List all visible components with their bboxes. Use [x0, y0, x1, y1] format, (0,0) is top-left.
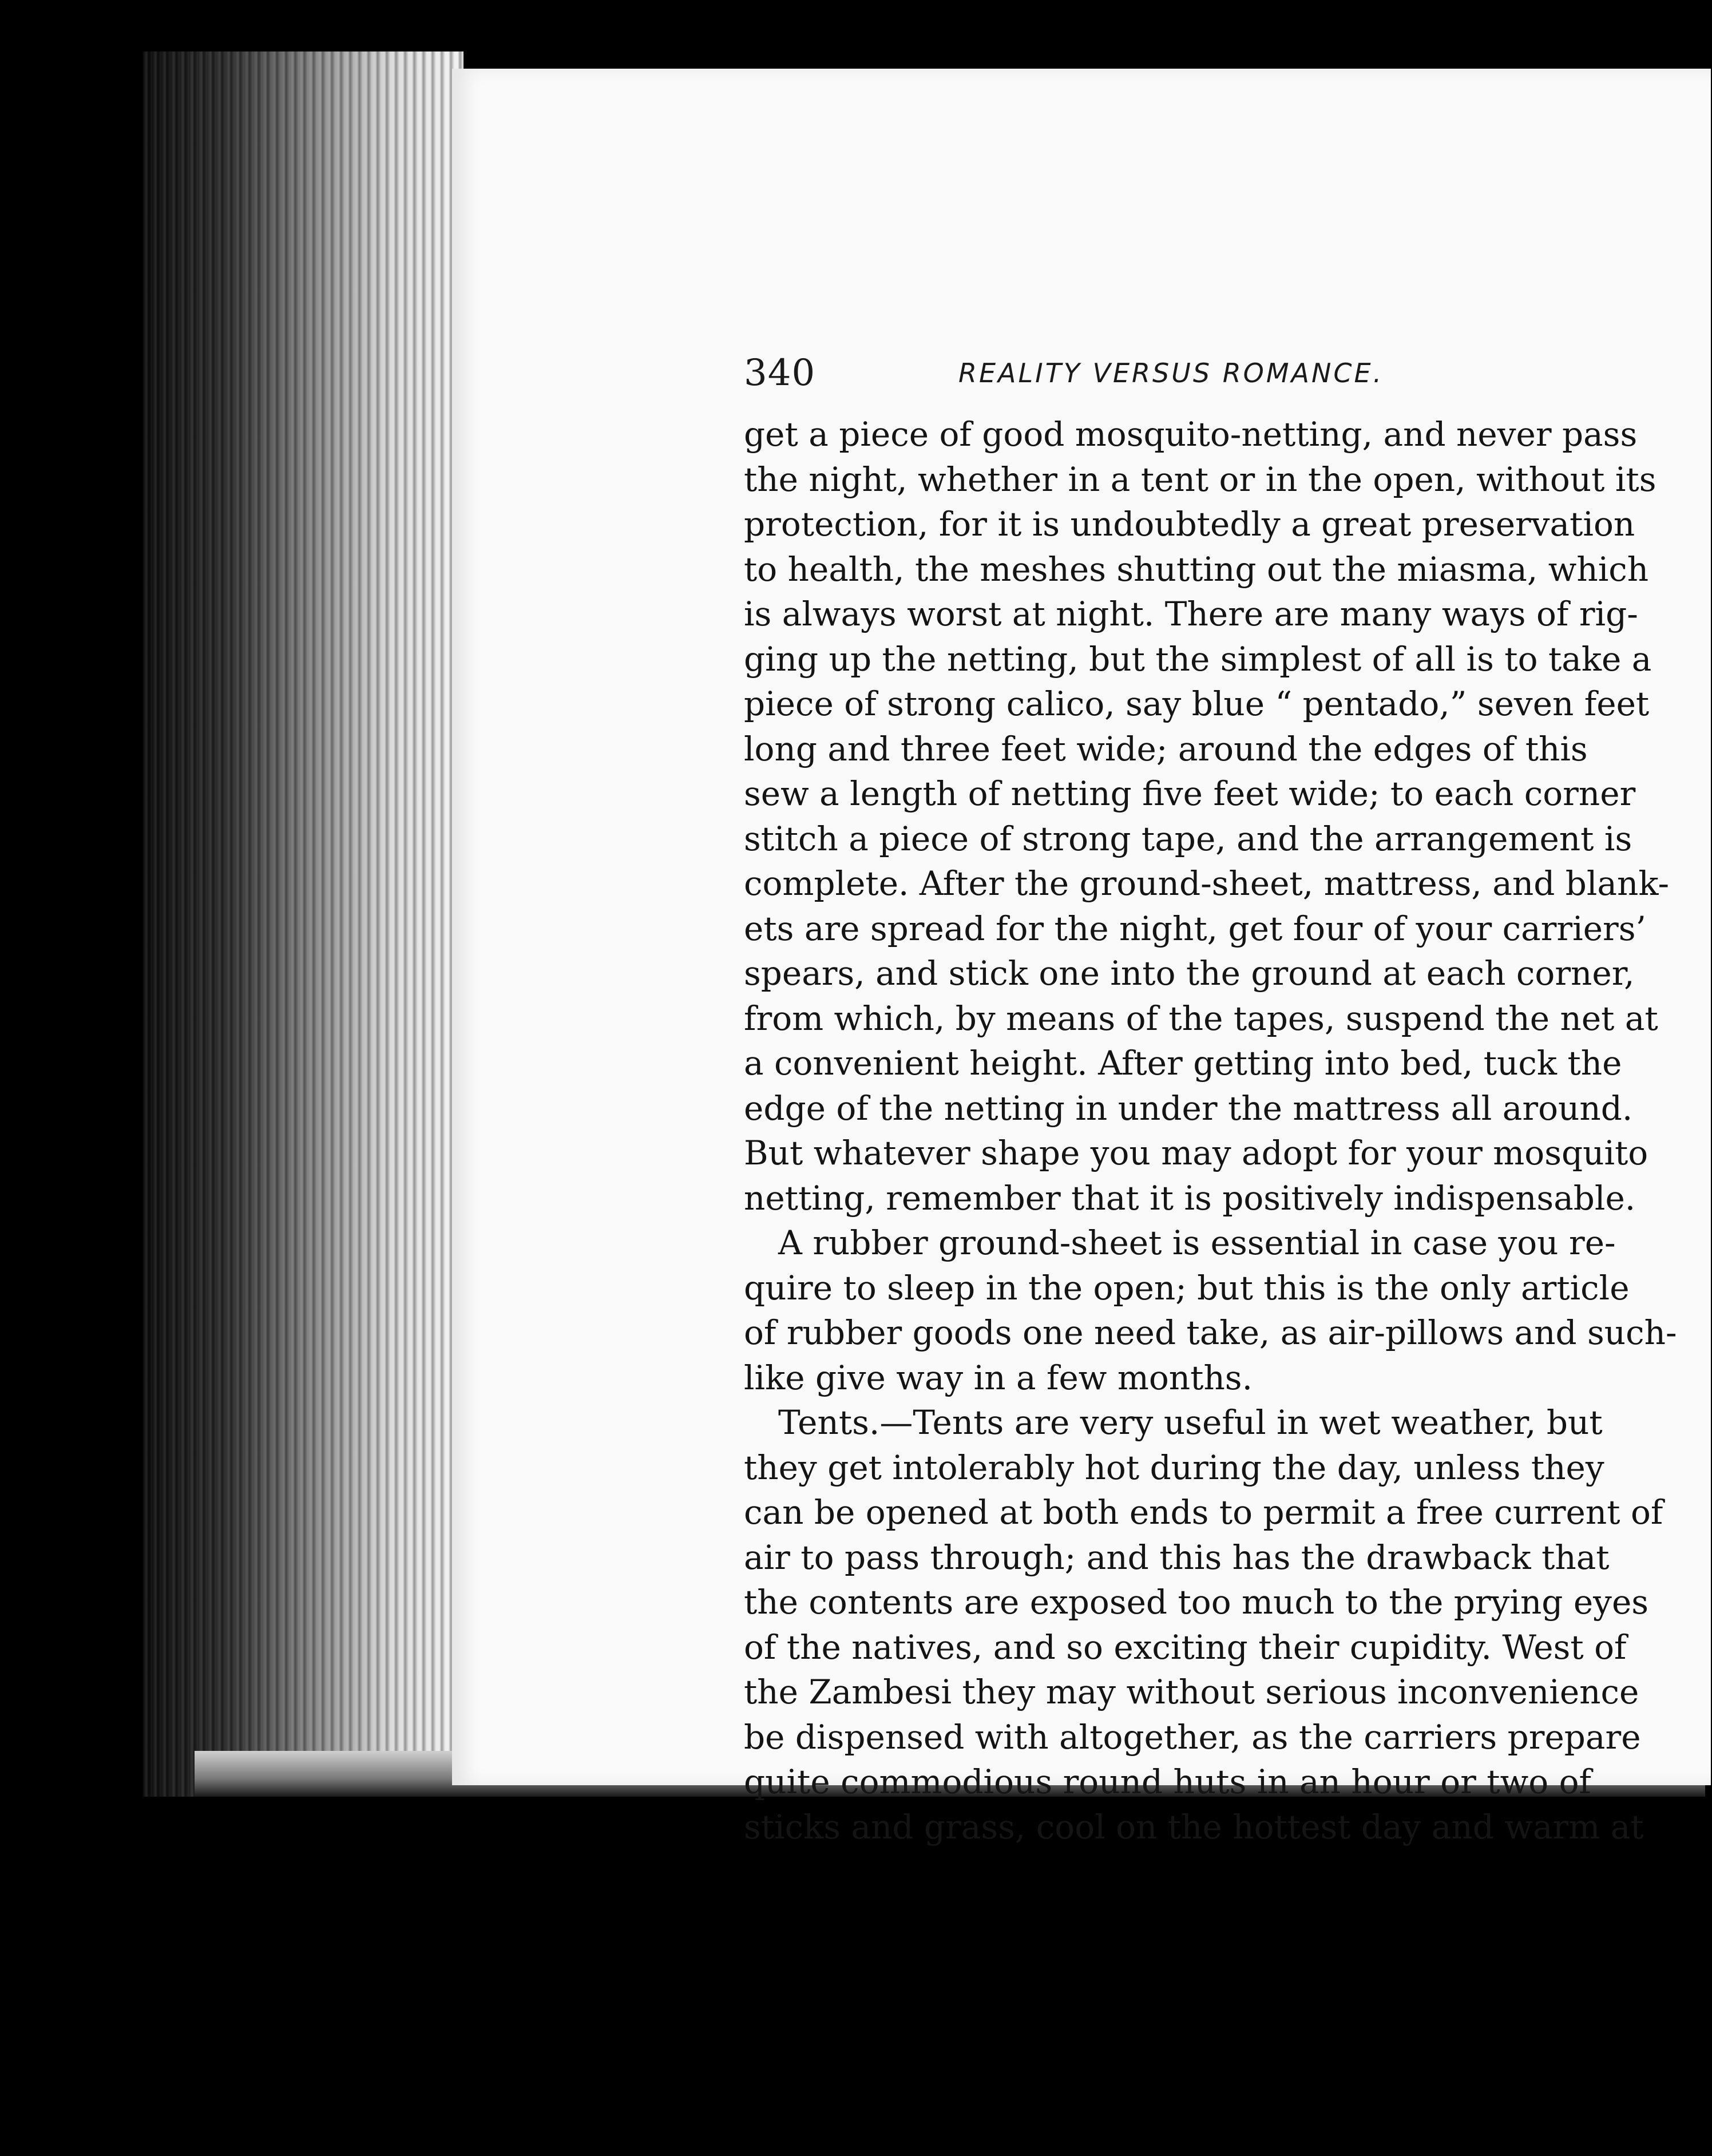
text-line: like give way in a few months. — [744, 1358, 1253, 1397]
text-line: the night, whether in a tent or in the open, without its — [744, 459, 1656, 499]
text-line: of the natives, and so exciting their cupidity. West of — [744, 1627, 1627, 1667]
body-text — [744, 412, 1677, 1849]
text-line: complete. After the ground-sheet, mattress, and blank- — [744, 864, 1670, 903]
text-line: netting, remember that it is positively indispensable. — [744, 1178, 1636, 1218]
text-line: get a piece of good mosquito-netting, and never pass — [744, 415, 1638, 454]
page-number: 340 — [744, 352, 816, 394]
running-head — [744, 352, 1545, 403]
text-line: to health, the meshes shutting out the miasma, which — [744, 549, 1649, 589]
text-line: spears, and stick one into the ground at each corner, — [744, 954, 1635, 993]
text-line: piece of strong calico, say blue “ pentado,” seven feet — [744, 684, 1650, 723]
text-line: the Zambesi they may without serious inconvenience — [744, 1673, 1639, 1711]
text-line: protection, for it is undoubtedly a great preservation — [744, 505, 1635, 544]
text-line: Tents.—Tents are very useful in wet weather, but — [778, 1403, 1603, 1442]
text-line: they get intolerably hot during the day, unless they — [744, 1448, 1604, 1487]
text-line: be dispensed with altogether, as the carriers prepare — [744, 1717, 1641, 1757]
text-line: can be opened at both ends to permit a free current of — [744, 1493, 1663, 1532]
text-line: sew a length of netting five feet wide; to each corner — [744, 774, 1636, 813]
text-line: A rubber ground-sheet is essential in case you re- — [778, 1223, 1616, 1262]
text-line: stitch a piece of strong tape, and the arrangement is — [744, 819, 1632, 858]
text-line: edge of the netting in under the mattress all around. — [744, 1088, 1633, 1128]
text-line: sticks and grass, cool on the hottest day and warm at — [744, 1807, 1644, 1846]
text-line: from which, by means of the tapes, suspend the net at — [744, 998, 1658, 1038]
text-line: the contents are exposed too much to the prying eyes — [744, 1583, 1649, 1622]
text-line: of rubber goods one need take, as air-pillows and such- — [744, 1313, 1677, 1352]
text-line: a convenient height. After getting into bed, tuck the — [744, 1044, 1622, 1083]
text-line: quite commodious round huts in an hour or two of — [744, 1762, 1591, 1801]
text-line: ging up the netting, but the simplest of all is to take a — [744, 639, 1652, 679]
text-line: is always worst at night. There are many ways of rig- — [744, 595, 1638, 633]
text-line: quire to sleep in the open; but this is the only article — [744, 1268, 1630, 1307]
text-line: air to pass through; and this has the drawback that — [744, 1537, 1610, 1577]
text-line: ets are spread for the night, get four of your carriers’ — [744, 909, 1646, 948]
running-title: REALITY VERSUS ROMANCE. — [958, 358, 1384, 389]
text-line: long and three feet wide; around the edges of this — [744, 729, 1588, 768]
book-page-edges — [143, 51, 463, 1797]
text-line: But whatever shape you may adopt for your mosquito — [744, 1134, 1648, 1172]
